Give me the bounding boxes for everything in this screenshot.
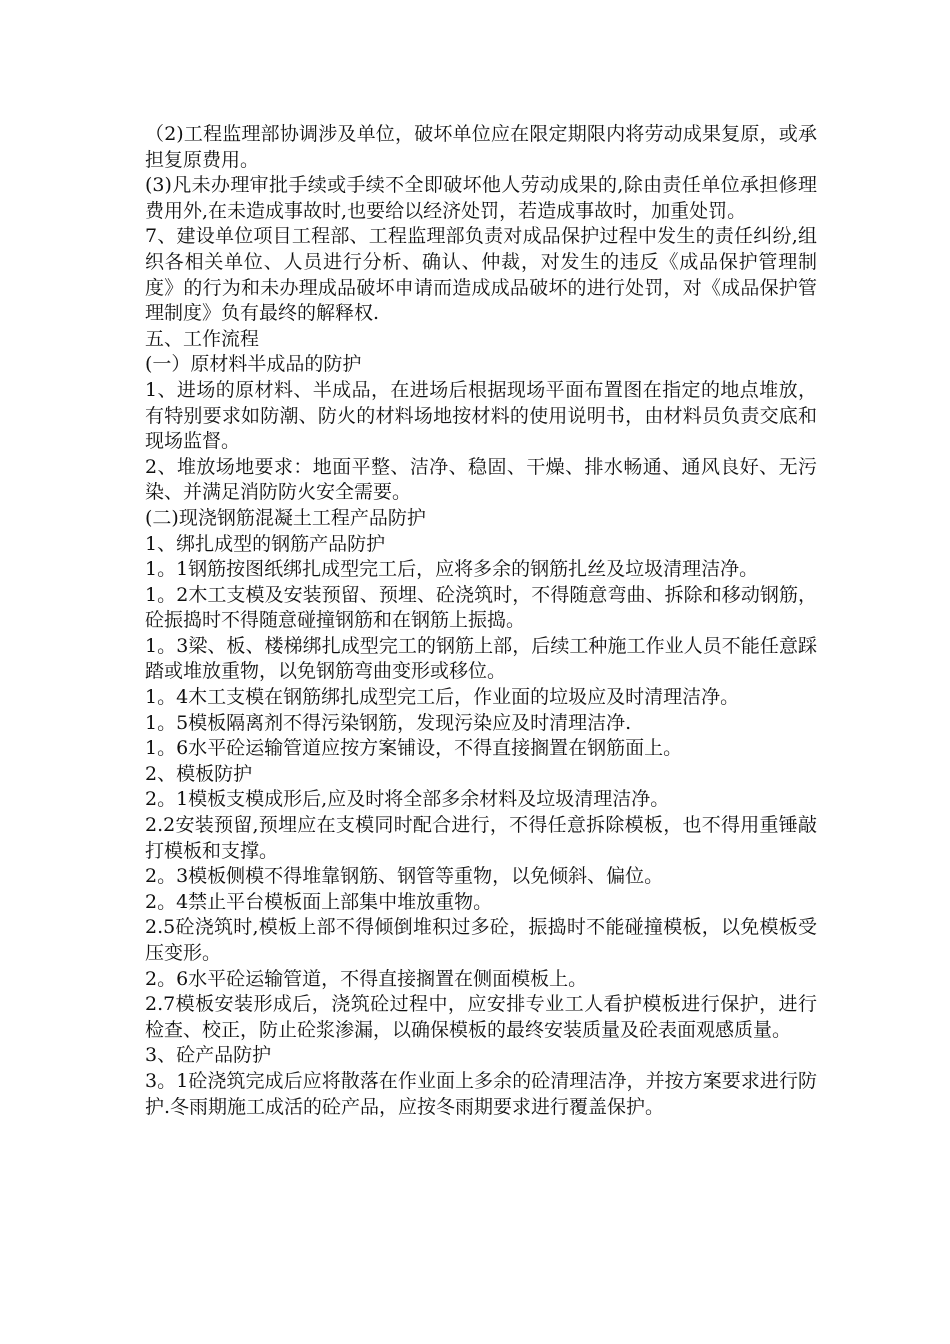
paragraph-formwork-2-7: 2.7模板安装形成后，浇筑砼过程中，应安排专业工人看护模板进行保护，进行检查、校正，防止砼浆渗漏，以确保模板的最终安装质量及砼表面观感质量。 [145,993,817,1041]
paragraph-concrete-3-1: 3。1砼浇筑完成后应将散落在作业面上多余的砼清理洁净，并按方案要求进行防护.冬雨期施工成活的砼产品，应按冬雨期要求进行覆盖保护。 [145,1069,817,1118]
paragraph-formwork-2-6: 2。6水平砼运输管道，不得直接搁置在侧面模板上。 [145,967,588,990]
paragraph-unauthorized-damage: (3)凡未办理审批手续或手续不全即破坏他人劳动成果的,除由责任单位承担修理费用外,在未造成事故时,也要给以经济处罚，若造成事故时，加重处罚。 [145,174,817,222]
paragraph-formwork-2-3: 2。3模板侧模不得堆靠钢筋、钢管等重物，以免倾斜、偏位。 [145,865,664,888]
paragraph-formwork-2-2: 2.2安装预留,预埋应在支模同时配合进行，不得任意拆除模板，也不得用重锤敲打模板和支撑。 [145,814,817,862]
paragraph-repair-restore: （2)工程监理部协调涉及单位，破坏单位应在限定期限内将劳动成果复原，或承担复原费用。 [145,123,817,171]
paragraph-rebar-1-1: 1。1钢筋按图纸绑扎成型完工后，应将多余的钢筋扎丝及垃圾清理洁净。 [145,558,759,581]
subsection-heading-concrete: (二)现浇钢筋混凝土工程产品防护 [145,506,426,529]
section-heading-workflow: 五、工作流程 [145,327,260,350]
paragraph-formwork-2-5: 2.5砼浇筑时,模板上部不得倾倒堆积过多砼，振捣时不能碰撞模板，以免模板受压变形。 [145,916,817,964]
item-heading-formwork: 2、模板防护 [145,762,253,785]
paragraph-rebar-1-3: 1。3梁、板、楼梯绑扎成型完工的钢筋上部，后续工种施工作业人员不能任意踩踏或堆放重物，以免钢筋弯曲变形或移位。 [145,634,817,683]
paragraph-rebar-1-6: 1。6水平砼运输管道应按方案铺设，不得直接搁置在钢筋面上。 [145,737,683,760]
paragraph-formwork-2-1: 2。1模板支模成形后,应及时将全部多余材料及垃圾清理洁净。 [145,788,670,811]
document-page [145,122,817,1120]
paragraph-dispute-responsibility: 7、建设单位项目工程部、工程监理部负责对成品保护过程中发生的责任纠纷,组织各相关单位、人员进行分析、确认、仲裁，对发生的违反《成品保护管理制度》的行为和未办理成品破坏申请而造成成品破坏的进行处罚，对《成品保护管理制度》负有最终的解释权. [145,225,817,325]
paragraph-rebar-1-5: 1。5模板隔离剂不得污染钢筋，发现污染应及时清理洁净. [145,711,632,734]
paragraph-formwork-2-4: 2。4禁止平台模板面上部集中堆放重物。 [145,890,493,913]
paragraph-storage-site: 2、堆放场地要求：地面平整、洁净、稳固、干燥、排水畅通、通风良好、无污染、并满足消防防火安全需要。 [145,455,817,504]
paragraph-material-storage: 1、进场的原材料、半成品，在进场后根据现场平面布置图在指定的地点堆放，有特别要求如防潮、防火的材料场地按材料的使用说明书，由材料员负责交底和现场监督。 [145,378,817,453]
item-heading-rebar: 1、绑扎成型的钢筋产品防护 [145,532,386,555]
paragraph-rebar-1-4: 1。4木工支模在钢筋绑扎成型完工后，作业面的垃圾应及时清理洁净。 [145,686,740,709]
paragraph-rebar-1-2: 1。2木工支模及安装预留、预埋、砼浇筑时，不得随意弯曲、拆除和移动钢筋，砼振捣时不得随意碰撞钢筋和在钢筋上振捣。 [145,583,817,632]
subsection-heading-materials: (一）原材料半成品的防护 [145,353,362,376]
item-heading-concrete-product: 3、砼产品防护 [145,1044,272,1067]
